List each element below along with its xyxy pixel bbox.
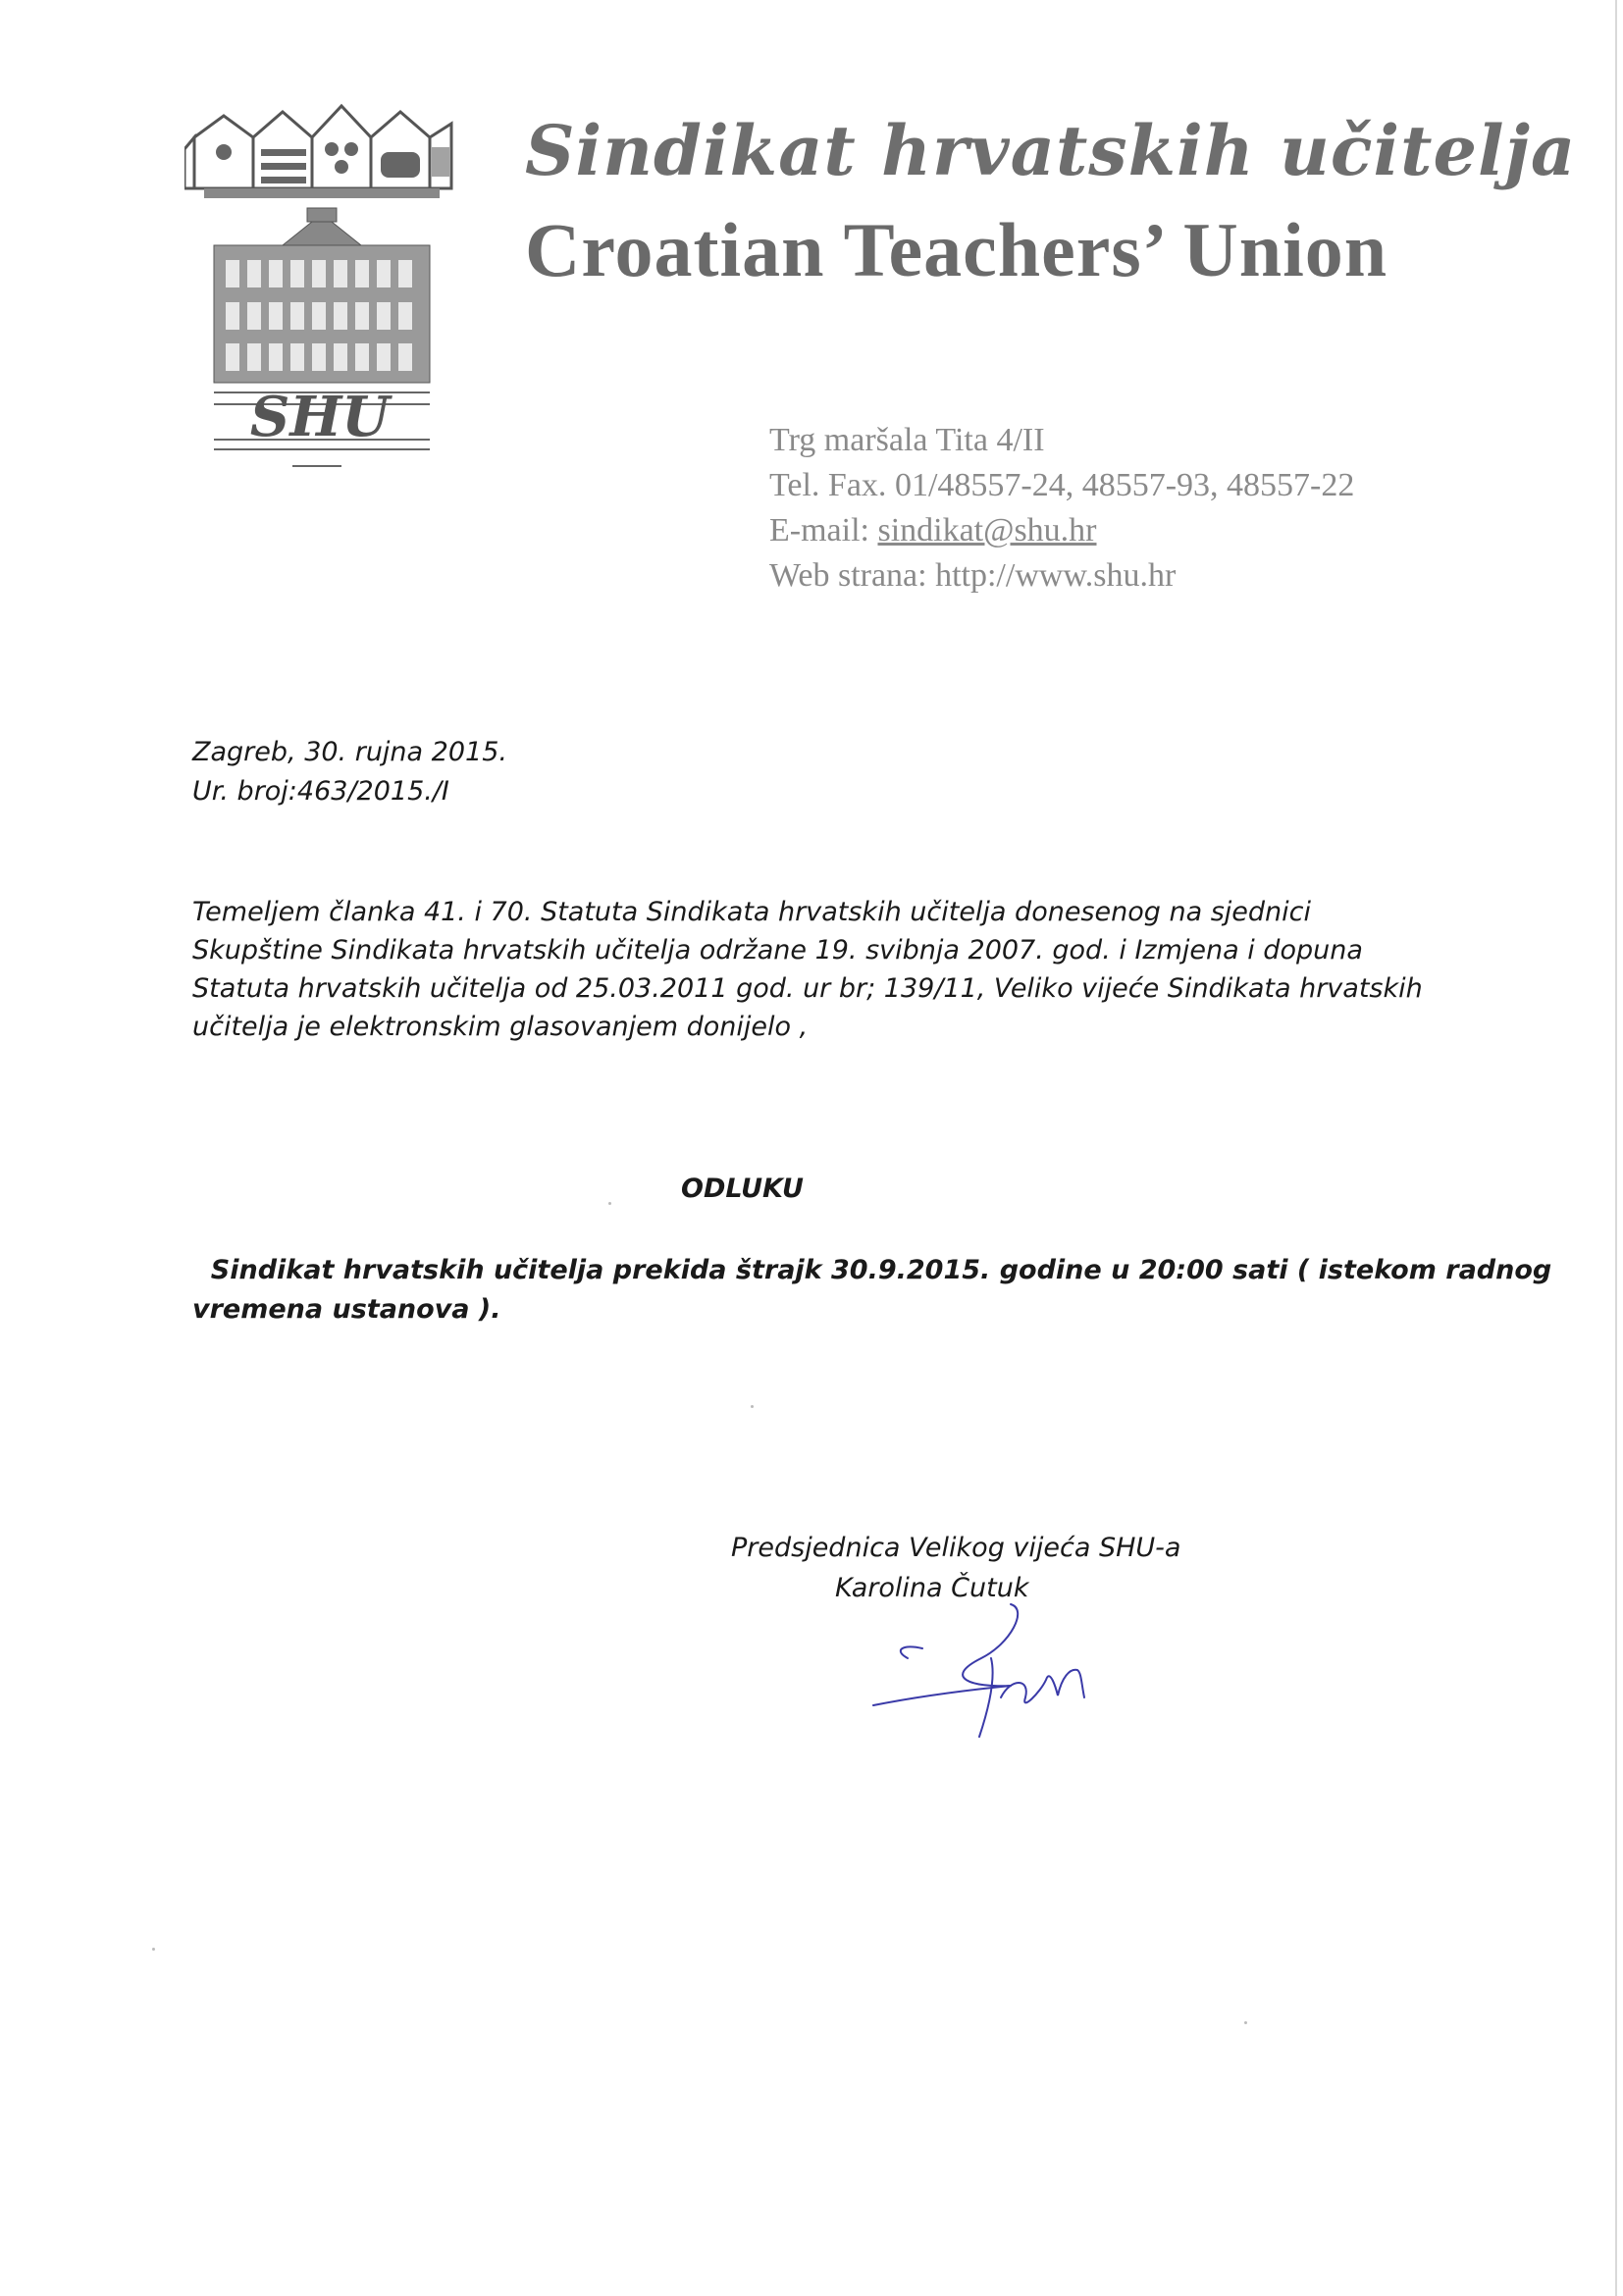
scan-speck [608, 1202, 611, 1205]
handwritten-signature [864, 1590, 1119, 1747]
email-line [769, 508, 1354, 553]
web-link[interactable]: http://www.shu.hr [935, 557, 1177, 594]
decision-text [192, 1251, 1552, 1330]
svg-text:SHU: SHU [249, 385, 391, 449]
signatory-role: Predsjednica Velikog vijeća SHU-a [731, 1533, 1181, 1563]
address: Trg maršala Tita 4/II [769, 422, 1045, 458]
contact-block [769, 418, 1354, 599]
scan-speck [751, 1405, 754, 1408]
union-name-croatian: Sindikat hrvatskih učitelja [525, 110, 1577, 191]
preamble-paragraph [192, 893, 1439, 1046]
preamble-line: Skupštine Sindikata hrvatskih učitelja održane 19. svibnja 2007. god. i Izmjena i dopuna [192, 935, 1363, 965]
union-name-english: Croatian Teachers’ Union [525, 207, 1388, 292]
preamble-line: Statuta hrvatskih učitelja od 25.03.2011 god. ur br; 139/11, Veliko vijeće Sindikata hrvatskih [192, 973, 1423, 1004]
phone-label: Tel. Fax. [769, 467, 887, 503]
signatory-name: Karolina Čutuk [835, 1573, 1029, 1603]
web-label: Web strana: [769, 557, 927, 594]
reference-number: Ur. broj:463/2015./I [192, 776, 449, 807]
phone-numbers: 01/48557-24, 48557-93, 48557-22 [894, 467, 1355, 503]
decision-line: vremena ustanova ). [192, 1294, 501, 1325]
web-line [769, 553, 1354, 599]
preamble-line: učitelja je elektronskim glasovanjem donijelo , [192, 1012, 809, 1042]
date: Zagreb, 30. rujna 2015. [192, 737, 507, 767]
page-edge [1615, 0, 1617, 2296]
decision-title: ODLUKU [681, 1174, 804, 1204]
preamble-line: Temeljem članka 41. i 70. Statuta Sindikata hrvatskih učitelja donesenog na sjednici [192, 897, 1311, 927]
union-logo [184, 98, 457, 481]
phone-line [769, 463, 1354, 508]
date-reference-block [192, 733, 507, 811]
email-label: E-mail: [769, 512, 869, 548]
scan-speck [152, 1948, 155, 1951]
email-link[interactable]: sindikat@shu.hr [877, 512, 1097, 548]
decision-line: Sindikat hrvatskih učitelja prekida štrajk 30.9.2015. godine u 20:00 sati ( istekom radnog [192, 1255, 1552, 1285]
scan-speck [1244, 2021, 1247, 2024]
